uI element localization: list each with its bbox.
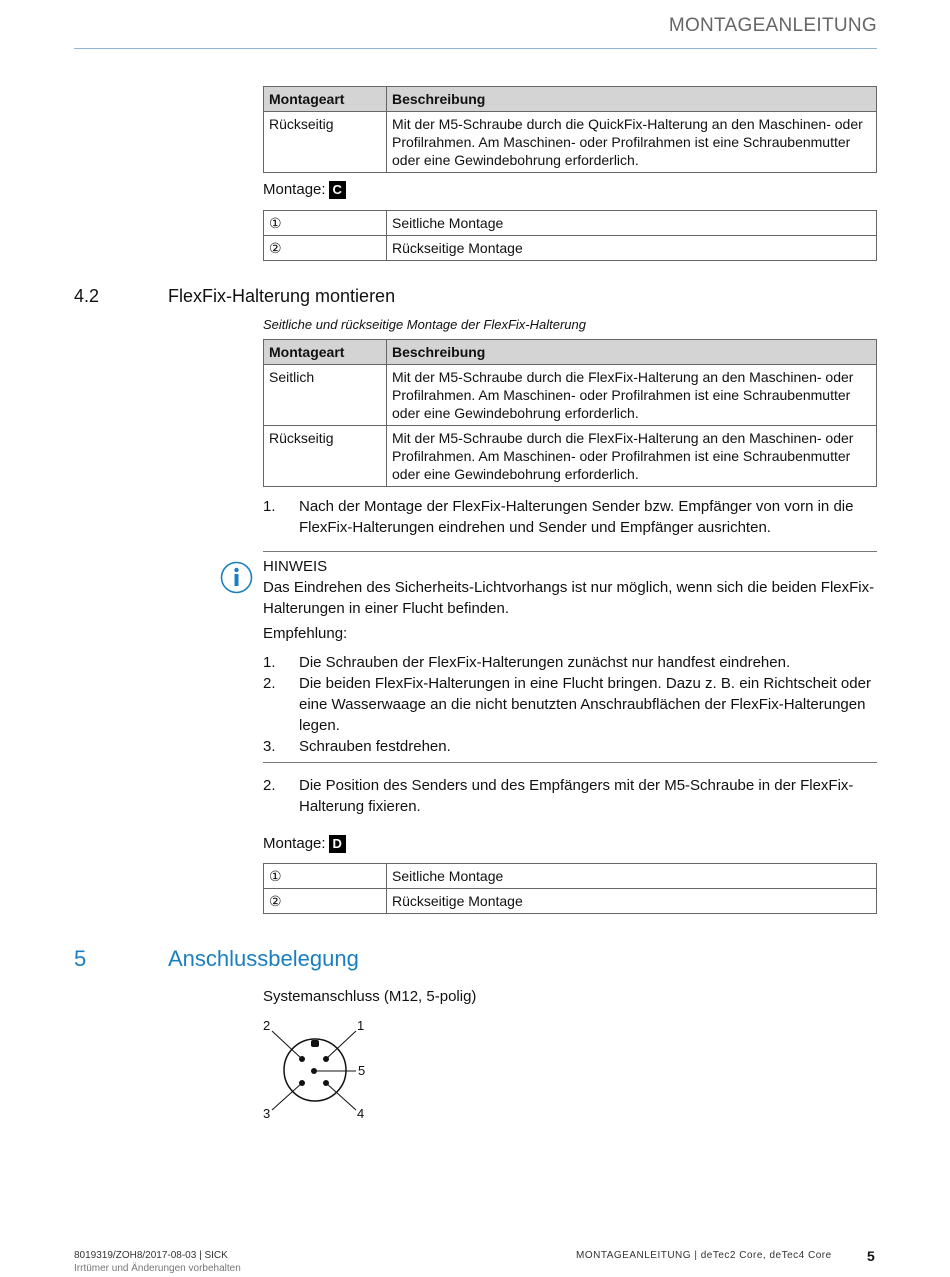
- legend-table-c: [263, 210, 877, 261]
- cell: Rückseitig: [264, 426, 387, 487]
- pin-label-4: 4: [357, 1106, 365, 1121]
- step-2: [263, 775, 877, 817]
- table-row: [264, 426, 877, 487]
- pin-label-3: 3: [263, 1106, 271, 1121]
- chapter-number: 5: [74, 946, 87, 971]
- table-row: [264, 112, 877, 173]
- note-list: [263, 652, 877, 757]
- col-header: Beschreibung: [387, 340, 877, 365]
- section-title: FlexFix-Halterung montieren: [168, 286, 396, 306]
- step-text: Nach der Montage der FlexFix-Halterungen Sender bzw. Empfänger von vorn in die FlexFix-Halterungen eindrehen und Sender und Empfänger ausrichten.: [299, 498, 854, 536]
- table-caption: Seitliche und rückseitige Montage der FlexFix-Halterung: [263, 317, 586, 332]
- connector-title: Systemanschluss (M12, 5-polig): [263, 988, 477, 1005]
- cell: Rückseitige Montage: [387, 889, 877, 914]
- item-text: Schrauben festdrehen.: [299, 738, 451, 755]
- note-top-rule: [263, 551, 877, 552]
- table-row: [264, 889, 877, 914]
- note-block: [263, 556, 877, 757]
- figure-badge: C: [329, 181, 346, 199]
- cell: Rückseitige Montage: [387, 236, 877, 261]
- m12-connector-diagram: [255, 1012, 375, 1127]
- pin-label-2: 2: [263, 1018, 271, 1033]
- header-divider: [74, 48, 877, 49]
- footer-disclaimer: Irrtümer und Änderungen vorbehalten: [74, 1263, 241, 1274]
- cell: Seitlich: [264, 365, 387, 426]
- info-icon: [220, 561, 253, 594]
- mounting-table-quickfix: [263, 86, 877, 173]
- col-header: Beschreibung: [387, 87, 877, 112]
- item-number: 3.: [263, 738, 276, 755]
- item-number: 2.: [263, 675, 276, 692]
- note-text: Das Eindrehen des Sicherheits-Lichtvorhangs ist nur möglich, wenn sich die beiden FlexFix-Halterungen in einer Flucht befinden.: [263, 579, 875, 617]
- pin-label-1: 1: [357, 1018, 365, 1033]
- item-text: Die beiden FlexFix-Halterungen in eine Flucht bringen. Dazu z. B. ein Richtscheit oder eine Wasserwaage an die nicht benutzten Anschraubflächen der FlexFix-Halterungen legen.: [299, 675, 871, 734]
- list-item: [263, 652, 877, 673]
- mounting-table-flexfix: [263, 339, 877, 487]
- footer-doc-id: 8019319/ZOH8/2017-08-03 | SICK: [74, 1250, 228, 1261]
- note-title: HINWEIS: [263, 558, 328, 575]
- montage-d-label: [263, 835, 346, 853]
- table-row: [264, 365, 877, 426]
- item-text: Die Schrauben der FlexFix-Halterungen zunächst nur handfest eindrehen.: [299, 654, 791, 671]
- step-number: 2.: [263, 777, 276, 794]
- cell: Mit der M5-Schraube durch die FlexFix-Halterung an den Maschinen- oder Profilrahmen. Am Maschinen- oder Profilrahmen ist eine Schraubenmutter oder eine Gewindebohrung erforderlich.: [387, 365, 877, 426]
- legend-table-d: [263, 863, 877, 914]
- cell: Mit der M5-Schraube durch die QuickFix-Halterung an den Maschinen- oder Profilrahmen. Am Maschinen- oder Profilrahmen ist eine Schraubenmutter oder eine Gewindebohrung erforderlich.: [387, 112, 877, 173]
- table-row: [264, 864, 877, 889]
- header-title: MONTAGEANLEITUNG: [668, 15, 877, 36]
- note-bottom-rule: [263, 762, 877, 763]
- section-number: 4.2: [74, 286, 100, 306]
- footer-title: MONTAGEANLEITUNG | deTec2 Core, deTec4 Core: [576, 1250, 832, 1261]
- col-header: Montageart: [264, 340, 387, 365]
- label: Montage:: [263, 835, 326, 852]
- cell: ①: [264, 211, 387, 236]
- list-item: [263, 736, 877, 757]
- cell: Seitliche Montage: [387, 211, 877, 236]
- cell: Seitliche Montage: [387, 864, 877, 889]
- list-item: [263, 673, 877, 736]
- label: Montage:: [263, 181, 326, 198]
- figure-badge: D: [329, 835, 346, 853]
- item-number: 1.: [263, 654, 276, 671]
- step-number: 1.: [263, 498, 276, 515]
- table-row: [264, 211, 877, 236]
- note-recommend: Empfehlung:: [263, 625, 348, 642]
- cell: Rückseitig: [264, 112, 387, 173]
- pin-label-5: 5: [358, 1063, 366, 1078]
- cell: Mit der M5-Schraube durch die FlexFix-Halterung an den Maschinen- oder Profilrahmen. Am Maschinen- oder Profilrahmen ist eine Schraubenmutter oder eine Gewindebohrung erforderlich.: [387, 426, 877, 487]
- step-1: [263, 496, 877, 538]
- col-header: Montageart: [264, 87, 387, 112]
- table-row: [264, 236, 877, 261]
- cell: ①: [264, 864, 387, 889]
- page-number: 5: [867, 1248, 875, 1264]
- montage-c-label: [263, 181, 346, 199]
- chapter-title: Anschlussbelegung: [168, 946, 359, 971]
- cell: ②: [264, 236, 387, 261]
- step-text: Die Position des Senders und des Empfängers mit der M5-Schraube in der FlexFix-Halterung fixieren.: [299, 777, 854, 815]
- cell: ②: [264, 889, 387, 914]
